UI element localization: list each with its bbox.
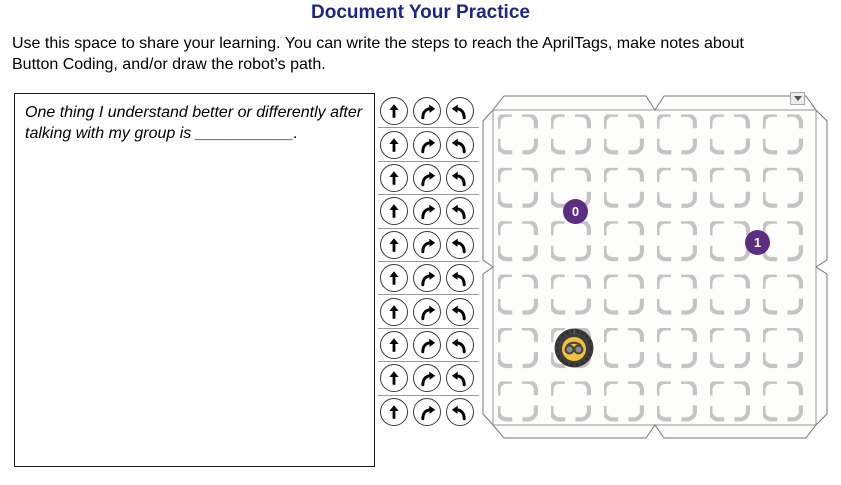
up-arrow-icon	[385, 403, 403, 421]
turn-left-button[interactable]	[446, 364, 474, 392]
up-arrow-icon	[385, 169, 403, 187]
up-arrow-icon	[385, 303, 403, 321]
forward-button[interactable]	[380, 231, 408, 259]
turn-left-button[interactable]	[446, 331, 474, 359]
curved-left-arrow-icon	[451, 336, 469, 354]
turn-right-button[interactable]	[413, 364, 441, 392]
turn-left-button[interactable]	[446, 264, 474, 292]
button-row	[378, 95, 479, 128]
curved-right-arrow-icon	[418, 169, 436, 187]
apriltag-0-marker[interactable]	[563, 199, 588, 224]
forward-button[interactable]	[380, 331, 408, 359]
chevron-down-icon	[794, 96, 802, 101]
button-row	[378, 229, 479, 262]
up-arrow-icon	[385, 269, 403, 287]
button-row	[378, 195, 479, 228]
curved-left-arrow-icon	[451, 303, 469, 321]
instructions-text: Use this space to share your learning. You can write the steps to reach the AprilTags, make notes about Button Coding, and/or draw the robot’s path.	[12, 35, 744, 73]
mat-grid-squares	[494, 111, 815, 424]
curved-right-arrow-icon	[418, 269, 436, 287]
turn-right-button[interactable]	[413, 398, 441, 426]
curved-right-arrow-icon	[418, 369, 436, 387]
turn-right-button[interactable]	[413, 298, 441, 326]
forward-button[interactable]	[380, 398, 408, 426]
forward-button[interactable]	[380, 264, 408, 292]
forward-button[interactable]	[380, 298, 408, 326]
curved-left-arrow-icon	[451, 369, 469, 387]
forward-button[interactable]	[380, 97, 408, 125]
turn-right-button[interactable]	[413, 164, 441, 192]
button-row	[378, 128, 479, 161]
turn-left-button[interactable]	[446, 197, 474, 225]
curved-left-arrow-icon	[451, 269, 469, 287]
up-arrow-icon	[385, 136, 403, 154]
apriltag-0-label: 0	[571, 204, 580, 219]
curved-right-arrow-icon	[418, 102, 436, 120]
forward-button[interactable]	[380, 364, 408, 392]
turn-right-button[interactable]	[413, 97, 441, 125]
curved-right-arrow-icon	[418, 403, 436, 421]
apriltag-1-marker[interactable]	[745, 230, 770, 255]
turn-right-button[interactable]	[413, 197, 441, 225]
curved-right-arrow-icon	[418, 303, 436, 321]
notes-text-box[interactable]	[14, 93, 375, 467]
up-arrow-icon	[385, 202, 403, 220]
notes-prompt: One thing I understand better or differently after talking with my group is ___________.	[25, 104, 363, 142]
up-arrow-icon	[385, 236, 403, 254]
forward-button[interactable]	[380, 131, 408, 159]
forward-button[interactable]	[380, 164, 408, 192]
curved-left-arrow-icon	[451, 202, 469, 220]
curved-right-arrow-icon	[418, 136, 436, 154]
turn-left-button[interactable]	[446, 131, 474, 159]
button-panel	[378, 95, 479, 429]
up-arrow-icon	[385, 336, 403, 354]
page-title: Document Your Practice	[311, 2, 530, 23]
indi-robot-icon[interactable]	[554, 328, 594, 368]
forward-button[interactable]	[380, 197, 408, 225]
turn-right-button[interactable]	[413, 264, 441, 292]
curved-left-arrow-icon	[451, 403, 469, 421]
turn-left-button[interactable]	[446, 298, 474, 326]
curved-left-arrow-icon	[451, 102, 469, 120]
curved-left-arrow-icon	[451, 169, 469, 187]
robot-mat	[479, 88, 837, 446]
turn-left-button[interactable]	[446, 164, 474, 192]
curved-left-arrow-icon	[451, 236, 469, 254]
turn-right-button[interactable]	[413, 231, 441, 259]
curved-right-arrow-icon	[418, 202, 436, 220]
curved-right-arrow-icon	[418, 236, 436, 254]
button-row	[378, 262, 479, 295]
up-arrow-icon	[385, 102, 403, 120]
turn-left-button[interactable]	[446, 97, 474, 125]
button-row	[378, 362, 479, 395]
curved-left-arrow-icon	[451, 136, 469, 154]
turn-left-button[interactable]	[446, 398, 474, 426]
turn-right-button[interactable]	[413, 331, 441, 359]
apriltag-1-label: 1	[753, 235, 762, 250]
turn-right-button[interactable]	[413, 131, 441, 159]
up-arrow-icon	[385, 369, 403, 387]
turn-left-button[interactable]	[446, 231, 474, 259]
mat-dropdown-button[interactable]	[790, 92, 805, 105]
button-row	[378, 329, 479, 362]
button-row	[378, 295, 479, 328]
button-row	[378, 162, 479, 195]
button-row	[378, 396, 479, 429]
curved-right-arrow-icon	[418, 336, 436, 354]
